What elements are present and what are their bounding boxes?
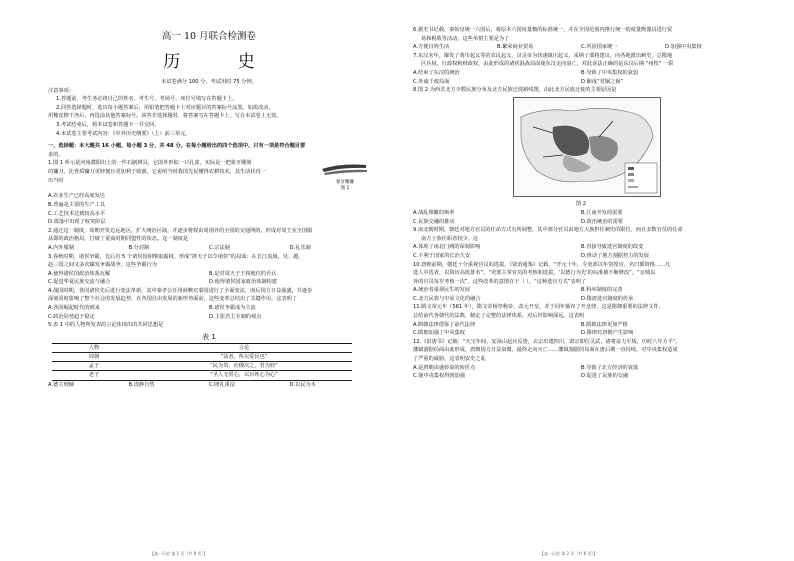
- option: D.促进了民族的交融: [581, 373, 629, 380]
- option: C.使中央集权得到加强: [413, 373, 465, 380]
- option: B.隋朝法律更加严格: [581, 321, 628, 328]
- q7-options-row: [413, 69, 749, 78]
- question-line: 1.图 1 所示是河南濮阳出土的一件石制耕具，它的外形似一只孔雀，实际是一把象牙雕刻: [48, 160, 252, 167]
- figure-2-label: 图 2: [575, 201, 587, 208]
- question-line: 的镰刀，比骨质镰刀更轻便且更加利于收割，它说明当时我国先民懂得农耕技术，其生活状况一: [48, 168, 266, 175]
- figure-1-label: 图 1: [340, 186, 350, 192]
- q6-options: [413, 43, 749, 52]
- q11-options-row: [413, 329, 749, 338]
- option: C.政治局势趋于稳定: [48, 313, 95, 320]
- option: C.外戚干政局面: [413, 78, 450, 85]
- option: C.不利于国家的长治久安: [413, 252, 471, 259]
- table-cell: “民为贵，社稷次之，君为轻”: [136, 362, 352, 371]
- option: D.主张君主专制的观点: [209, 313, 262, 320]
- section-intro-cont: 求的。: [48, 151, 64, 158]
- question-line: 从即的政治格局，打破了夏商时期同盟性的状态。这一制度是: [48, 236, 189, 243]
- q4-options-row: [48, 313, 370, 322]
- notice-line: 2.回答选择题时，选出每小题答案后，用铅笔把答题卡上对应题目的答案标号涂黑。如需改动，: [56, 104, 274, 111]
- table-header: 言论: [136, 343, 352, 352]
- option: B.江南开发的需要: [581, 209, 623, 216]
- q8-options-row: [413, 209, 749, 218]
- question-line: 2.通过这一制度，周朝开发边远地区，扩大统治区域，并逐步将权由周围外的全国的交通网络，形成对周王室全国服: [48, 227, 313, 234]
- q11-options-row: [413, 321, 749, 330]
- table-row: [52, 362, 352, 371]
- option: A.使得诸侯国政治体系瓦解: [48, 270, 111, 277]
- question-line: 藩镇割据局面由此形成，唐朝国力日益衰微，最终走向灭亡……藩镇割据的局面在唐后期一直持续，对中央集权造成: [413, 347, 678, 354]
- q12-options-row: [413, 372, 749, 381]
- table-1-title: 表 1: [202, 332, 216, 341]
- table-cell: “法者，所以爱民也”: [136, 353, 352, 362]
- option: D.政治统治的需要: [581, 218, 623, 225]
- question-line: 选人中选者，以资历高低排名”，“吏部主掌官员的考核和选拔，‘以德行为先’的标准被不断修改”。“京城以: [413, 270, 656, 277]
- option: A.农业生产已经高度发达: [48, 193, 105, 200]
- table-cell: 周朝: [52, 353, 136, 362]
- question-line: 区兵权、行政权和财政权，由此形成的诸侯混战局面使东汉走向衰亡。对此说法正确的是东汉后期 “州牧” 一职: [421, 61, 674, 68]
- option: A.隋朝法律借鉴了前代法律: [413, 321, 476, 328]
- table-row: [52, 353, 352, 362]
- option: D.使得诸侯国家政治体制构建: [209, 279, 277, 286]
- option: D.隋律对唐朝产生影响: [581, 330, 634, 337]
- question-line: 8.图 2 为西晋北方少数民族分布及北方民族迁徙路线图，由此北方民族迁徙的主要原因是: [413, 87, 617, 94]
- sickle-image: [320, 159, 370, 177]
- option: B.繁荣商业贸易: [497, 44, 534, 51]
- question-line: 外的官员每岁考核一次”。这些改革的意图在于（ ）。“这种选官方式”表明了: [413, 278, 587, 285]
- option: C.隆礼重法: [209, 381, 236, 388]
- option: D.加强中央集权: [665, 44, 702, 51]
- figure-1: [320, 159, 370, 192]
- question-line: 4.战国时期，各国诸侯先后进行变法革新，其中秦孝公任用商鞅对秦国进行了全面变法，而后国力日益强盛，并逐步: [48, 287, 313, 294]
- q5-options: [48, 381, 370, 390]
- question-line: 总结前代各朝代的法典，制定了完整的法律体系，对后世影响深远。这表明: [413, 313, 585, 320]
- notice-line: 1.答题前，考生务必将自己的姓名、考生号、考场号、座位号填写在答题卡上。: [56, 96, 238, 103]
- q9-options-row: [413, 252, 749, 261]
- q2-options: [48, 244, 370, 253]
- question-line: 深刻同时影响了整个社会的发展趋势。在各国自由发展的新形势面前，这些变革总结出了关键作用。这表明了: [48, 296, 298, 303]
- option: A.结束了东汉的统治: [413, 69, 460, 76]
- q3-options-row: [48, 278, 370, 287]
- question-line: 6.据史书记载，秦始皇统一六国后，将原本六国度量衡的标准统一，并在全国范围内推行统一的度量衡器具进行贸: [413, 27, 673, 33]
- question-line: 出当时: [48, 177, 64, 184]
- figure-1-caption: 象牙雕镰: [336, 180, 354, 186]
- subject-title: 历 史: [163, 52, 281, 72]
- option: B.分封制: [128, 244, 150, 251]
- option: B.清静自然: [128, 381, 155, 388]
- option: C.民族交融的推动: [413, 218, 455, 225]
- option: B.科举制度的完善: [581, 287, 623, 294]
- table-cell: “圣人无常心，以百姓心为心”: [136, 371, 352, 380]
- question-line: 5.表 1 中的人物所发表的言论体现出的共同思想是: [48, 322, 164, 329]
- right-column: [413, 26, 749, 381]
- q9-options-row: [413, 243, 749, 252]
- table-cell: 老子: [52, 371, 136, 380]
- question-line: 赵三国之间又多次爆发争霸战争。这些争霸行为: [48, 262, 157, 269]
- option: D.推动了地方割据势力的发展: [581, 252, 649, 259]
- option: C.宗法制: [209, 244, 230, 251]
- option: D.酿成“党锢之祸”: [581, 78, 624, 85]
- option: C.北方民族与中原文化的融合: [413, 295, 481, 302]
- question-line: 7.东汉末年，爆发了黄巾起义等的农民起义，汉灵帝为快速镇压起义，采纳了部将建议，向各地派出刺史，总揽地: [413, 52, 673, 59]
- option: A.战乱频繁的频率: [413, 209, 455, 216]
- option: B.导致了北方经济的衰落: [581, 364, 639, 371]
- option: D.以民为本: [289, 381, 316, 388]
- exam-title: 高一 10 月联合检测卷: [161, 31, 257, 42]
- left-column: [48, 26, 370, 389]
- table-header: 人物: [52, 343, 136, 352]
- option: C.促进华夏民族交流与融合: [48, 279, 111, 286]
- option: B.是对周天子王权地位的否认: [209, 270, 277, 277]
- q7-options-row: [413, 78, 749, 87]
- option: A.是唐朝由盛转衰的转折点: [413, 364, 476, 371]
- option: A.德主刑辅: [48, 381, 74, 388]
- q10-options-row: [413, 295, 749, 304]
- notice-line: 用橡皮擦干净后，再选涂其他答案标号。回答非选择题时，将答案写在答题卡上。写在本试卷上无效。: [48, 113, 282, 120]
- page-number-left: 【高一历史 第 1 页（共 6 页）】: [150, 551, 208, 556]
- question-line: 易和税收等活动。这些举措主要是为了: [421, 35, 510, 42]
- question-line: 南方士族任职者较少，这: [421, 235, 479, 242]
- option: A.各国崛起时代的到来: [48, 305, 100, 312]
- page-number-right: 【高一历史 第 2 页（共 6 页）】: [540, 551, 598, 556]
- q3-options-row: [48, 270, 370, 279]
- option: A.内外服制: [48, 244, 74, 251]
- figure-2-map: [513, 97, 661, 197]
- notice-line: 3.考试结束后，将本试卷和答题卡一并交回。: [56, 121, 160, 128]
- question-line: 11.隋文帝元年（581 年），隋文帝杨坚称帝，改元开皇，并于同年颁布了开皇律，这是隋朝重要的法律文件，: [413, 304, 664, 311]
- q8-options-row: [413, 218, 749, 227]
- table-header-row: [52, 343, 352, 352]
- option: C.工艺技术达到较高水平: [48, 210, 106, 217]
- option: A.方便百姓生活: [413, 44, 450, 51]
- option: B.直接导致选官制度的改变: [581, 244, 644, 251]
- option: D.隋唐选官制度的传承: [581, 295, 634, 302]
- table-1: [52, 343, 352, 381]
- option: C.隋朝加强了中央集权: [413, 330, 465, 337]
- notice-line: 4.本试卷主要考试内容：《中外历史纲要》（上）前三单元。: [56, 130, 191, 137]
- q1-block: [48, 159, 370, 192]
- question-line: 12.《旧唐书》记载：“天宝年间，安禄山起兵反唐，玄宗出逃四川，肃宗即位灵武，诸将奋力平叛，历时八年方平”，: [413, 338, 681, 345]
- option: C.巩固国家统一: [581, 44, 618, 51]
- table-cell: 孟子: [52, 362, 136, 371]
- section-intro: 一、选择题：本大题共 16 小题，每小题 3 分，共 48 分。在每小题给出的四个选项中，只有一项是符合题目要: [48, 143, 306, 150]
- notice-title: 注意事项：: [48, 87, 74, 94]
- option: D.礼乐制: [289, 244, 311, 251]
- option: B.普遍是主要的生产工具: [48, 201, 106, 208]
- q10-options-row: [413, 286, 749, 295]
- score-line: 本试卷满分 100 分，考试用时 75 分钟。: [161, 79, 257, 85]
- q12-options-row: [413, 364, 749, 373]
- option: D.部落中出现了权贵阶层: [48, 219, 106, 226]
- option: B.诸侯争霸成为主流: [209, 305, 256, 312]
- q4-options-row: [48, 304, 370, 313]
- question-line: 9.南北朝时期，朝廷对地方官员的任命方式有所调整，其中部分官员由地方大族担任刺史的职位，而且多数官员的任命: [413, 227, 683, 234]
- option: A.体现了南北门阀的深刻影响: [413, 244, 481, 251]
- option: B.导致了中央集权的衰弱: [581, 69, 639, 76]
- question-line: 了严重的威胁，这表明安史之乱: [413, 356, 486, 363]
- option: A.统治者重视民生的发展: [413, 287, 470, 294]
- question-line: 10.唐朝前期，朝廷十分重视官员的选拔，《资治通鉴》记载，“开元十年，令吏部以年资授官，名曰循资格……凡: [413, 261, 671, 268]
- question-line: 3.春秋时期，诸侯争霸，先后有 5 个诸侯国相继取霸权，形成“挟天子以令诸侯”的局面；在长江流域，吴、越、: [48, 253, 304, 260]
- table-row: [52, 371, 352, 380]
